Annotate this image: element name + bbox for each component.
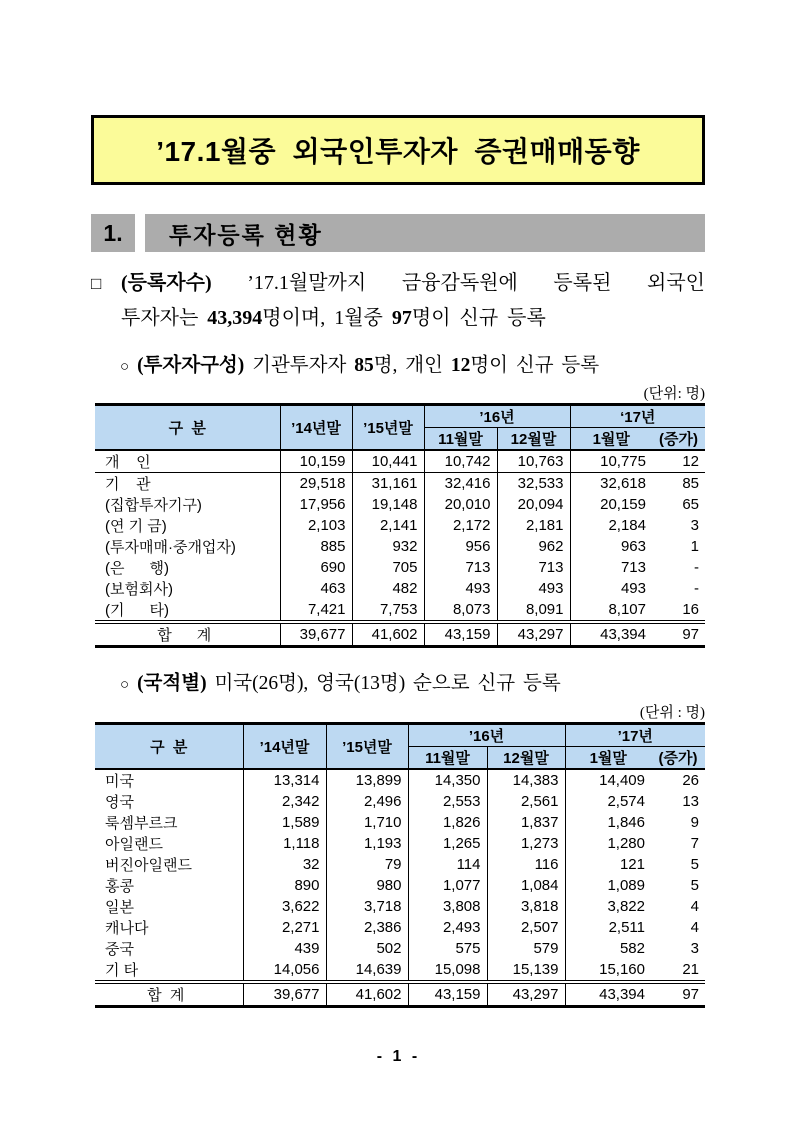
inline-text: 명이며, 1월중 xyxy=(262,307,392,329)
table-row xyxy=(95,896,705,917)
col-header-2016: ’16년 xyxy=(408,724,565,747)
cell-value: 43,297 xyxy=(497,622,570,647)
inline-text: ’17.1월말까지 금융감독원에 등록된 외국인 xyxy=(211,272,705,294)
circle-bullet-icon: ○ xyxy=(120,677,130,693)
cell-value: 97 xyxy=(652,622,705,647)
section-gap xyxy=(135,214,145,252)
cell-value: 2,103 xyxy=(280,515,352,536)
cell-value: 20,010 xyxy=(424,494,497,515)
cell-value: 2,561 xyxy=(487,791,565,812)
cell-value: 1,193 xyxy=(326,833,408,854)
col-header-category: 구 분 xyxy=(95,405,280,451)
row-label: 홍콩 xyxy=(105,878,134,895)
cell-value: 3,818 xyxy=(487,896,565,917)
table-row xyxy=(95,833,705,854)
row-label: 중국 xyxy=(105,941,134,958)
cell-value: 3,808 xyxy=(408,896,487,917)
cell-value: 29,518 xyxy=(280,473,352,495)
row-label: (투자매매·중개업자) xyxy=(105,539,236,556)
circle-bullet-icon: ○ xyxy=(120,359,130,375)
cell-value: 15,160 xyxy=(565,959,651,982)
cell-value: 885 xyxy=(280,536,352,557)
cell-value: 1,710 xyxy=(326,812,408,833)
cell-value: 5 xyxy=(690,856,699,873)
cell-value: 43,159 xyxy=(424,622,497,647)
row-label: 합 계 xyxy=(95,982,243,1007)
cell-value: 8,107 xyxy=(570,599,652,622)
col-header-nov: 11월말 xyxy=(408,747,487,770)
row-label: 개 인 xyxy=(95,450,280,473)
title-banner xyxy=(91,115,705,185)
cell-value: 1,826 xyxy=(408,812,487,833)
cell-value: 493 xyxy=(570,578,652,599)
cell-value: 7 xyxy=(690,835,699,852)
cell-value: 5 xyxy=(690,877,699,894)
cell-value: 43,159 xyxy=(408,982,487,1007)
table-row xyxy=(95,473,705,495)
cell-value: 32,533 xyxy=(497,473,570,495)
cell-value: 39,677 xyxy=(280,622,352,647)
col-header-2017: ‘17년 xyxy=(570,405,705,428)
cell-value: 20,159 xyxy=(570,494,652,515)
cell-value: 1 xyxy=(690,538,699,555)
row-label: (집합투자기구) xyxy=(105,497,202,514)
cell-value: 14,409 xyxy=(565,769,651,791)
col-header-jan: 1월말 xyxy=(570,428,652,451)
cell-value: 1,280 xyxy=(565,833,651,854)
bullet-composition xyxy=(120,349,706,377)
col-header-2015: ’15년말 xyxy=(326,724,408,770)
paragraph-line-2 xyxy=(91,301,705,335)
row-label: 합 계 xyxy=(95,622,280,647)
cell-value: 932 xyxy=(352,536,424,557)
col-header-increase: (증가) xyxy=(651,747,705,770)
row-label: (보험회사) xyxy=(105,581,173,598)
cell-value: 21 xyxy=(682,961,699,978)
inline-text: 명이 신규 등록 xyxy=(411,307,546,329)
cell-value: 2,342 xyxy=(243,791,326,812)
nationality-table-body xyxy=(95,769,705,1007)
cell-value: 114 xyxy=(408,854,487,875)
table-row xyxy=(95,812,705,833)
paragraph-line-1 xyxy=(91,266,705,301)
cell-value: 1,837 xyxy=(487,812,565,833)
cell-value: 2,507 xyxy=(487,917,565,938)
cell-value: 713 xyxy=(497,557,570,578)
paragraph-text xyxy=(121,266,705,301)
square-bullet-icon: □ xyxy=(91,274,102,293)
cell-value: 2,141 xyxy=(352,515,424,536)
col-header-2014: ’14년말 xyxy=(280,405,352,451)
row-label: 아일랜드 xyxy=(105,836,163,853)
cell-value: 713 xyxy=(424,557,497,578)
table-row xyxy=(95,854,705,875)
cell-value: 2,496 xyxy=(326,791,408,812)
institution-count: 85 xyxy=(354,355,374,376)
cell-value: 1,273 xyxy=(487,833,565,854)
cell-value: 15,098 xyxy=(408,959,487,982)
row-label: 기 관 xyxy=(105,476,151,493)
col-header-2017: ’17년 xyxy=(565,724,705,747)
col-header-dec: 12월말 xyxy=(497,428,570,451)
registration-table xyxy=(95,403,705,648)
row-label: (은 행) xyxy=(105,560,169,577)
cell-value: 2,181 xyxy=(497,515,570,536)
table-row xyxy=(95,536,705,557)
cell-value: 14,056 xyxy=(243,959,326,982)
cell-value: 43,297 xyxy=(487,982,565,1007)
cell-value: 482 xyxy=(352,578,424,599)
cell-value: 7,421 xyxy=(280,599,352,622)
col-header-dec: 12월말 xyxy=(487,747,565,770)
col-header-increase: (증가) xyxy=(652,428,705,451)
cell-value: 9 xyxy=(690,814,699,831)
total-count: 43,394 xyxy=(207,307,263,329)
cell-value: 582 xyxy=(565,938,651,959)
table-row xyxy=(95,578,705,599)
cell-value: 1,846 xyxy=(565,812,651,833)
table-row xyxy=(95,769,705,791)
cell-value: 2,172 xyxy=(424,515,497,536)
table-row xyxy=(95,959,705,982)
cell-value: 13,314 xyxy=(243,769,326,791)
cell-value: 956 xyxy=(424,536,497,557)
cell-value: 85 xyxy=(682,475,699,492)
inline-text: 명이 신규 등록 xyxy=(470,355,600,376)
table-row xyxy=(95,875,705,896)
cell-value: 43,394 xyxy=(565,982,651,1007)
cell-value: 10,763 xyxy=(497,450,570,473)
cell-value: 963 xyxy=(570,536,652,557)
cell-value: 31,161 xyxy=(352,473,424,495)
cell-value: 32 xyxy=(243,854,326,875)
inline-text: 기관투자자 xyxy=(244,355,355,376)
cell-value: 2,574 xyxy=(565,791,651,812)
cell-value: 20,094 xyxy=(497,494,570,515)
cell-value: 713 xyxy=(570,557,652,578)
cell-value: 3 xyxy=(690,940,699,957)
row-label: 미국 xyxy=(105,773,134,790)
cell-value: 4 xyxy=(690,919,699,936)
cell-value: 10,742 xyxy=(424,450,497,473)
cell-value: 7,753 xyxy=(352,599,424,622)
table-row xyxy=(95,515,705,536)
inline-text: 미국(26명), 영국(13명) 순으로 신규 등록 xyxy=(206,673,561,694)
cell-value: 1,077 xyxy=(408,875,487,896)
col-header-category: 구 분 xyxy=(95,724,243,770)
cell-value: 14,350 xyxy=(408,769,487,791)
section-number: 1. xyxy=(91,214,135,252)
row-label: 룩셈부르크 xyxy=(105,815,178,832)
cell-value: 3,622 xyxy=(243,896,326,917)
inline-label: (등록자수) xyxy=(121,272,212,294)
page-number: - 1 - xyxy=(376,1048,418,1065)
cell-value: 439 xyxy=(243,938,326,959)
cell-value: 3,822 xyxy=(565,896,651,917)
col-header-2015: ’15년말 xyxy=(352,405,424,451)
cell-value: - xyxy=(694,580,699,597)
cell-value: 32,416 xyxy=(424,473,497,495)
new-count: 97 xyxy=(391,307,412,329)
section-title: 투자등록 현황 xyxy=(145,214,705,252)
cell-value: 3 xyxy=(690,517,699,534)
table-row xyxy=(95,450,705,473)
cell-value: 890 xyxy=(243,875,326,896)
cell-value: 4 xyxy=(690,898,699,915)
row-label: 버진아일랜드 xyxy=(105,857,192,874)
cell-value: 15,139 xyxy=(487,959,565,982)
row-label: (연 기 금) xyxy=(105,518,167,535)
cell-value: 13 xyxy=(682,793,699,810)
cell-value: 705 xyxy=(352,557,424,578)
cell-value: 962 xyxy=(497,536,570,557)
cell-value: 502 xyxy=(326,938,408,959)
cell-value: 12 xyxy=(652,450,705,473)
table-row xyxy=(95,557,705,578)
individual-count: 12 xyxy=(450,355,471,376)
cell-value: 14,639 xyxy=(326,959,408,982)
cell-value: 97 xyxy=(651,982,705,1007)
cell-value: 41,602 xyxy=(326,982,408,1007)
row-label: 캐나다 xyxy=(105,920,149,937)
cell-value: - xyxy=(694,559,699,576)
cell-value: 116 xyxy=(487,854,565,875)
inline-text: 명, 개인 xyxy=(373,355,451,376)
cell-value: 14,383 xyxy=(487,769,565,791)
inline-text: 투자자는 xyxy=(121,307,208,329)
col-header-2014: ’14년말 xyxy=(243,724,326,770)
cell-value: 39,677 xyxy=(243,982,326,1007)
cell-value: 463 xyxy=(280,578,352,599)
cell-value: 2,271 xyxy=(243,917,326,938)
row-label: 영국 xyxy=(105,794,134,811)
col-header-jan: 1월말 xyxy=(565,747,651,770)
total-row xyxy=(95,982,705,1007)
cell-value: 690 xyxy=(280,557,352,578)
col-header-2016: ’16년 xyxy=(424,405,570,428)
cell-value: 16 xyxy=(682,601,699,618)
cell-value: 493 xyxy=(497,578,570,599)
cell-value: 13,899 xyxy=(326,769,408,791)
cell-value: 32,618 xyxy=(570,473,652,495)
cell-value: 2,386 xyxy=(326,917,408,938)
cell-value: 43,394 xyxy=(570,622,652,647)
table-row xyxy=(95,494,705,515)
cell-value: 1,589 xyxy=(243,812,326,833)
row-label: 일본 xyxy=(105,899,134,916)
cell-value: 1,084 xyxy=(487,875,565,896)
registration-table-header xyxy=(95,405,705,451)
cell-value: 41,602 xyxy=(352,622,424,647)
cell-value: 2,511 xyxy=(565,917,651,938)
cell-value: 493 xyxy=(424,578,497,599)
nationality-table xyxy=(95,722,705,1008)
table-row xyxy=(95,938,705,959)
cell-value: 1,265 xyxy=(408,833,487,854)
inline-label: (투자자구성) xyxy=(137,355,245,376)
cell-value: 79 xyxy=(326,854,408,875)
table-row xyxy=(95,917,705,938)
table-row xyxy=(95,791,705,812)
cell-value: 980 xyxy=(326,875,408,896)
paragraph-registered xyxy=(91,266,705,335)
cell-value: 3,718 xyxy=(326,896,408,917)
section-header xyxy=(91,214,705,252)
col-header-nov: 11월말 xyxy=(424,428,497,451)
row-label: 기 타 xyxy=(105,962,139,979)
row-label: (기 타) xyxy=(105,602,169,619)
cell-value: 8,091 xyxy=(497,599,570,622)
inline-label: (국적별) xyxy=(137,673,207,694)
cell-value: 10,159 xyxy=(280,450,352,473)
cell-value: 26 xyxy=(682,772,699,789)
cell-value: 579 xyxy=(487,938,565,959)
cell-value: 2,184 xyxy=(570,515,652,536)
unit-label-nationality: (단위 : 명) xyxy=(639,705,705,721)
cell-value: 65 xyxy=(682,496,699,513)
total-row xyxy=(95,622,705,647)
cell-value: 1,089 xyxy=(565,875,651,896)
document-title: ’17.1월중 외국인투자자 증권매매동향 xyxy=(156,136,640,167)
cell-value: 17,956 xyxy=(280,494,352,515)
cell-value: 2,493 xyxy=(408,917,487,938)
cell-value: 575 xyxy=(408,938,487,959)
nationality-table-header xyxy=(95,724,705,770)
table-row xyxy=(95,599,705,622)
cell-value: 8,073 xyxy=(424,599,497,622)
cell-value: 10,441 xyxy=(352,450,424,473)
bullet-nationality xyxy=(120,667,706,695)
cell-value: 10,775 xyxy=(570,450,652,473)
cell-value: 1,118 xyxy=(243,833,326,854)
cell-value: 121 xyxy=(565,854,651,875)
cell-value: 19,148 xyxy=(352,494,424,515)
cell-value: 2,553 xyxy=(408,791,487,812)
unit-label-registration: (단위: 명) xyxy=(643,386,705,402)
registration-table-body xyxy=(95,450,705,647)
